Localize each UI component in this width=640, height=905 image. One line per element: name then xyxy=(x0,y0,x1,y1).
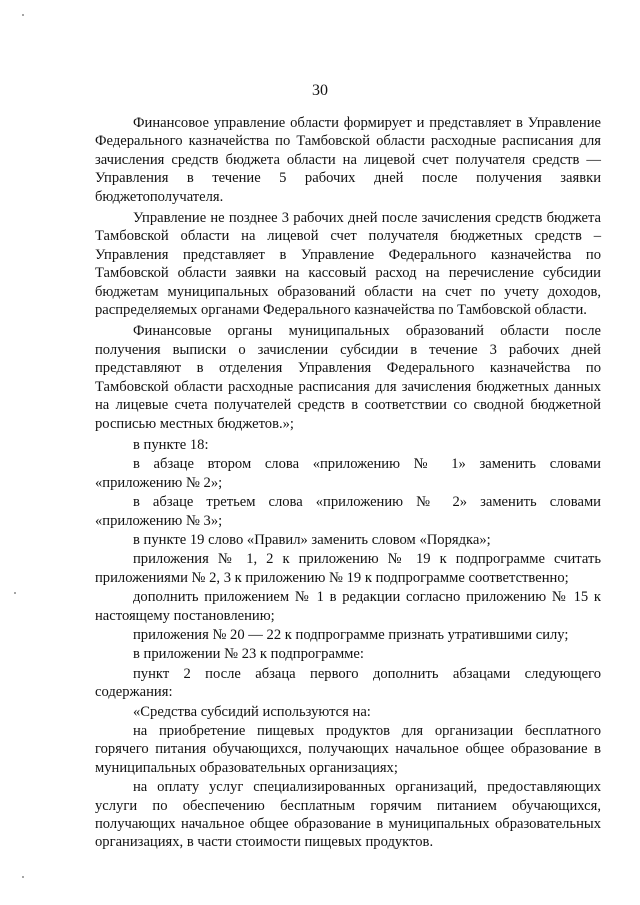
paragraph: дополнить приложением № 1 в редакции согласно приложению № 15 к настоящему постановлению; xyxy=(95,589,601,624)
paragraph: в пункте 18: xyxy=(133,436,209,453)
paragraph: приложения № 1, 2 к приложению № 19 к подпрограмме считать приложениями № 2, 3 к приложению № 19 к подпрограмме соответственно; xyxy=(95,551,601,586)
paragraph: в пункте 19 слово «Правил» заменить словом «Порядка»; xyxy=(133,531,491,548)
scan-speck xyxy=(22,14,24,16)
paragraph: на оплату услуг специализированных организаций, предоставляющих услуги по обеспечению бесплатным горячим питанием обучающихся, получающих начальное общее образование в муниципальных образовательных организациях, в части стоимости пищевых продуктов. xyxy=(95,779,601,851)
paragraph: приложения № 20 — 22 к подпрограмме признать утратившими силу; xyxy=(133,626,569,643)
paragraph: в абзаце третьем слова «приложению № 2» заменить словами «приложению № 3»; xyxy=(95,494,601,529)
paragraph: Финансовое управление области формирует и представляет в Управление Федерального казначейства по Тамбовской области расходные расписания для зачисления средств бюджета области на лицевой счет получателя средств — Управления в течение 5 рабочих дней после получения заявки бюджетополучателя. xyxy=(95,115,601,205)
scan-speck xyxy=(22,876,24,878)
paragraph: Управление не позднее 3 рабочих дней после зачисления средств бюджета Тамбовской области на лицевой счет получателя бюджетных средств – Управления представляет в Управление Федерального казначейства по Тамбовской области заявки на кассовый расход на перечисление субсидии бюджетам муниципальных образований области на счет по учету доходов, распределяемых органами Федерального казначейства по Тамбовской области. xyxy=(95,210,601,319)
paragraph: в абзаце втором слова «приложению № 1» заменить словами «приложению № 2»; xyxy=(95,456,601,491)
document-body xyxy=(95,114,601,853)
paragraph: пункт 2 после абзаца первого дополнить абзацами следующего содержания: xyxy=(95,665,601,701)
paragraph: в приложении № 23 к подпрограмме: xyxy=(133,646,364,663)
scan-speck xyxy=(14,592,16,594)
page-number: 30 xyxy=(312,82,328,99)
paragraph: на приобретение пищевых продуктов для организации бесплатного горячего питания обучающихся, получающих начальное общее образование в муниципальных образовательных организациях; xyxy=(95,723,601,776)
paragraph: Финансовые органы муниципальных образований области после получения выписки о зачислении субсидии в течение 3 рабочих дней представляют в отделения Управления Федерального казначейства по Тамбовской области расходные расписания для зачисления бюджетных данных на лицевые счета получателей средств в соответствии со сводной бюджетной росписью местных бюджетов.»; xyxy=(95,323,601,432)
paragraph: «Средства субсидий используются на: xyxy=(133,703,371,720)
